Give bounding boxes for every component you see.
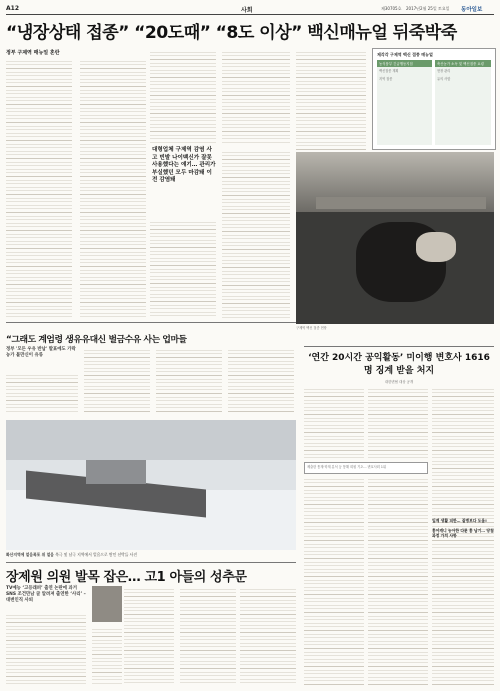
text-column xyxy=(180,586,236,686)
text-column xyxy=(92,626,122,686)
vaccination-photo xyxy=(296,152,494,324)
infobox-item: 현장 관리 xyxy=(437,69,451,73)
text-column xyxy=(6,612,86,686)
ice-photo xyxy=(6,420,296,550)
right-box xyxy=(304,462,428,474)
person-photo xyxy=(92,586,122,622)
infobox-col1 xyxy=(377,60,432,145)
third-subhead: TV예능 ‘고등래퍼’ 출연 논란에 과거 SNS 조건만남 글 알려져 출연한 ‘사리’ – 대변인직 사퇴 xyxy=(6,586,86,603)
second-subhead: 정부 '모든 우유 반납' 발표에도 가락농가 불만신이 유류 xyxy=(6,347,76,358)
text-column xyxy=(368,386,428,460)
main-article-col2 xyxy=(150,49,290,319)
text-column xyxy=(6,372,78,414)
text-column xyxy=(80,58,146,318)
ice-caption-text: 북극 및 남극 지역에서 얼음으로 쌓인 선박들 사진 xyxy=(55,552,138,557)
text-column xyxy=(240,586,296,686)
ice-photo-caption xyxy=(6,552,296,557)
photo-sky xyxy=(6,420,296,460)
text-column xyxy=(6,58,72,318)
right-section-title: 입계 생활 피한… 질병보다 도움! xyxy=(432,518,487,523)
divider xyxy=(6,322,296,323)
divider xyxy=(304,346,494,347)
text-column xyxy=(124,586,174,686)
photo-hand xyxy=(416,232,456,262)
vaccine-manual-infobox xyxy=(372,48,496,150)
page-number: A12 xyxy=(6,5,19,12)
text-column xyxy=(304,476,364,686)
infobox-item: 지역 접종 xyxy=(379,77,393,82)
photo-ship-structure xyxy=(86,460,146,484)
page-header xyxy=(6,4,494,15)
infobox-item: 백신접종 계획 xyxy=(379,69,399,73)
text-column xyxy=(156,347,222,414)
divider xyxy=(6,562,296,563)
right-subhead: 대한변협 대상 공개 xyxy=(384,380,414,384)
infobox-col1-title: 농식품부 긴급행동지침 xyxy=(377,60,432,67)
right-box-text: 제출한 통계·학계 분석 등 통해 회원 기초… 변호사회 1위 xyxy=(307,465,386,469)
text-column xyxy=(150,49,216,144)
photo-fence xyxy=(316,197,486,209)
main-article-col1 xyxy=(6,49,148,319)
infobox-col2 xyxy=(435,60,491,145)
right-headline: ‘연간 20시간 공익활동’ 미이행 변호사 1616명 징계 받을 처지 xyxy=(308,353,490,376)
issue-date: 2017년2월 25일 토요일 xyxy=(406,6,450,11)
main-subhead: 정부 구제역 매뉴얼 혼란 xyxy=(6,50,60,56)
text-column xyxy=(84,347,150,414)
text-column xyxy=(222,49,290,144)
section-name: 사회 xyxy=(241,7,253,14)
text-column xyxy=(368,476,428,686)
text-column xyxy=(222,149,290,319)
main-headline: “냉장상태 접종” “20도때” “8도 이상” 백신매뉴얼 뒤죽박죽 xyxy=(6,23,457,43)
text-column xyxy=(228,347,294,414)
newspaper-logo: 동아일보 xyxy=(461,7,483,13)
right-section-title-2: 흥어캐니 농아한 다룬 흥 남기… 당첨 과정 가치 사항 xyxy=(432,528,494,538)
second-headline: “그래도 계엄령 생유유대신 벌금수유 사는 업마들 xyxy=(6,335,187,345)
text-column xyxy=(150,219,216,319)
infobox-title: 제각각 구제역 백신 접종 매뉴얼 xyxy=(377,52,433,57)
ice-caption-title: 화산지역에 얼음폭포 위 얼음 xyxy=(6,552,54,557)
infobox-item: 유의 사항 xyxy=(437,77,451,82)
photo-caption: 구제역 백신 접종 현장 xyxy=(296,326,327,330)
infobox-col2-title: 축산농가 소독 및 백신접종 요령 xyxy=(435,60,491,67)
text-column xyxy=(304,386,364,460)
pull-quote: 대형업체 구제역 감염 사고 빈발 나이백신가 잘못 사용했다는 얘기… 관리가 부실했던 모두 마감돼 이전 감염돼 xyxy=(152,147,216,183)
third-headline: 장제원 의원 발목 잡은… 고1 아들의 성추문 xyxy=(6,570,247,585)
issue-number: 제30705호 xyxy=(381,6,402,11)
